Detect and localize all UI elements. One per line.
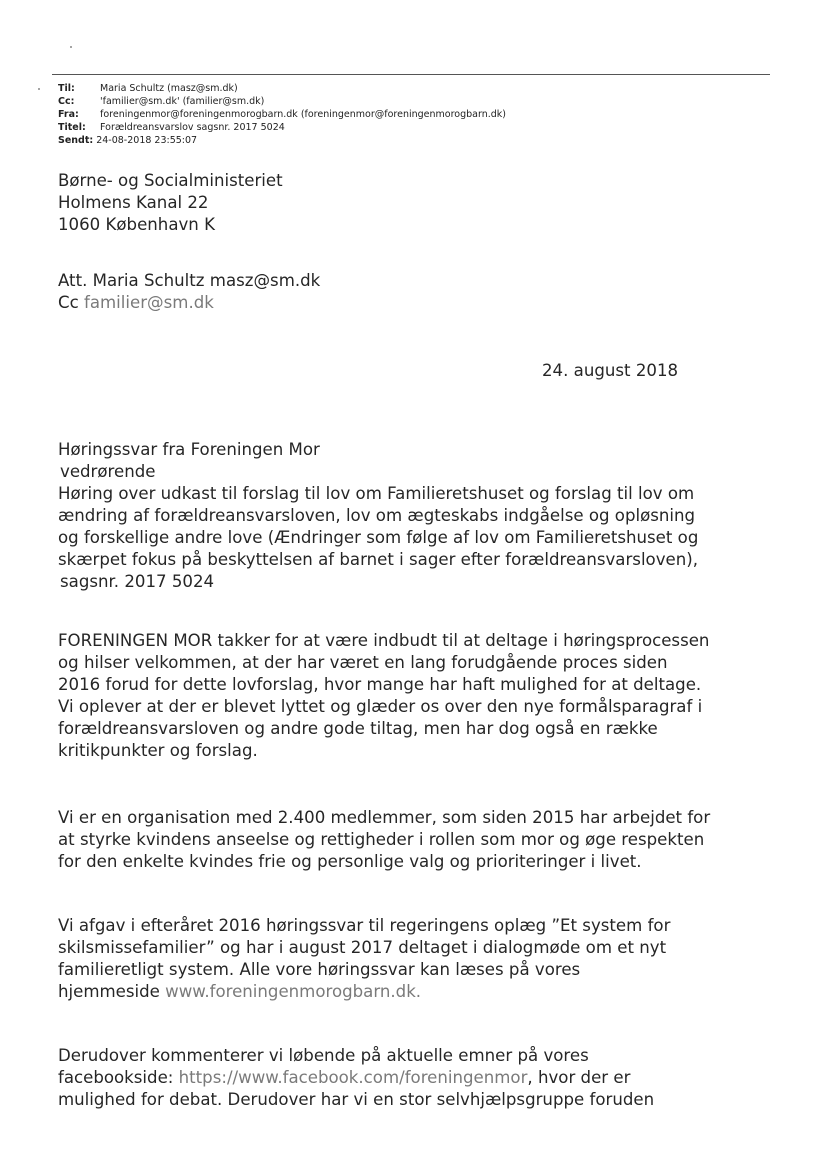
subject-line: Høringssvar fra Foreningen Mor [58, 440, 320, 459]
subject-line: og forskellige andre love (Ændringer som følge af lov om Familieretshuset og [58, 528, 699, 547]
subject-line: Høring over udkast til forslag til lov om Familieretshuset og forslag til lov om [58, 484, 695, 503]
letter-date: 24. august 2018 [542, 361, 679, 380]
subject-block [58, 439, 698, 593]
email-subject-label: Titel: [58, 122, 86, 133]
email-from-value: foreningenmor@foreningenmorogbarn.dk (foreningenmor@foreningenmorogbarn.dk) [100, 109, 507, 120]
homepage-link[interactable]: www.foreningenmorogbarn.dk. [165, 982, 422, 1001]
header-divider [52, 74, 770, 75]
email-sent-row [58, 134, 506, 147]
paragraph-intro [58, 630, 709, 762]
paragraph-line: for den enkelte kvindes frie og personlige valg og prioriteringer i livet. [58, 852, 642, 871]
paragraph-line: forældreansvarsloven og andre gode tiltag, men har dog også en række [58, 719, 658, 738]
subject-line: sagsnr. 2017 5024 [60, 572, 215, 591]
paragraph-line [58, 981, 670, 1003]
scan-speck [70, 46, 72, 48]
paragraph-facebook [58, 1045, 654, 1111]
address-line: 1060 København K [58, 215, 215, 234]
email-to-row [58, 82, 506, 95]
facebook-prefix: facebookside: [58, 1068, 179, 1087]
paragraph-line: mulighed for debat. Derudover har vi en stor selvhjælpsgruppe foruden [58, 1090, 655, 1109]
email-subject-value: Forældreansvarslov sagsnr. 2017 5024 [100, 122, 285, 133]
email-cc-value: 'familier@sm.dk' (familier@sm.dk) [100, 96, 265, 107]
cc-email-link[interactable]: familier@sm.dk [84, 293, 214, 312]
email-subject-row [58, 121, 506, 134]
paragraph-line: Vi oplever at der er blevet lyttet og glæder os over den nye formålsparagraf i [58, 697, 703, 716]
subject-line: vedrørende [60, 462, 156, 481]
subject-line: skærpet fokus på beskyttelsen af barnet i sager efter forældreansvarsloven), [58, 550, 699, 569]
paragraph-line [58, 1067, 654, 1089]
paragraph-line: Vi afgav i efteråret 2016 høringssvar til regeringens oplæg ”Et system for [58, 916, 671, 935]
paragraph-previous-responses [58, 915, 670, 1003]
email-header [58, 82, 506, 147]
cc-prefix: Cc [58, 293, 79, 312]
email-sent-value: 24-08-2018 23:55:07 [96, 135, 198, 146]
scan-speck [38, 88, 40, 90]
paragraph-line: Vi er en organisation med 2.400 medlemmer, som siden 2015 har arbejdet for [58, 808, 711, 827]
paragraph-line: og hilser velkommen, at der har været en lang forudgående proces siden [58, 653, 668, 672]
address-line: Holmens Kanal 22 [58, 193, 209, 212]
address-line: Børne- og Socialministeriet [58, 171, 283, 190]
facebook-link[interactable]: https://www.facebook.com/foreningenmor [178, 1068, 528, 1087]
attention-line: Att. Maria Schultz masz@sm.dk [58, 271, 321, 290]
paragraph-line: skilsmissefamilier” og har i august 2017 deltaget i dialogmøde om et nyt [58, 938, 667, 957]
paragraph-line: familieretligt system. Alle vore høringssvar kan læses på vores [58, 960, 581, 979]
email-from-label: Fra: [58, 109, 79, 120]
email-cc-row [58, 95, 506, 108]
email-cc-label: Cc: [58, 96, 75, 107]
facebook-suffix: , hvor der er [527, 1068, 631, 1087]
email-from-row [58, 108, 506, 121]
paragraph-organisation [58, 807, 710, 873]
paragraph-line: 2016 forud for dette lovforslag, hvor mange har haft mulighed for at deltage. [58, 675, 702, 694]
paragraph-line: kritikpunkter og forslag. [58, 741, 258, 760]
paragraph-line: at styrke kvindens anseelse og rettigheder i rollen som mor og øge respekten [58, 830, 705, 849]
paragraph-line: Derudover kommenterer vi løbende på aktuelle emner på vores [58, 1046, 589, 1065]
paragraph-line: FORENINGEN MOR takker for at være indbudt til at deltage i høringsprocessen [58, 631, 710, 650]
recipient-address [58, 170, 283, 236]
cc-line [58, 292, 320, 314]
email-to-label: Til: [58, 83, 75, 94]
attention-block [58, 270, 320, 314]
homepage-prefix: hjemmeside [58, 982, 166, 1001]
email-to-value: Maria Schultz (masz@sm.dk) [100, 83, 238, 94]
email-sent-label: Sendt: [58, 135, 94, 146]
subject-line: ændring af forældreansvarsloven, lov om ægteskabs indgåelse og opløsning [58, 506, 696, 525]
